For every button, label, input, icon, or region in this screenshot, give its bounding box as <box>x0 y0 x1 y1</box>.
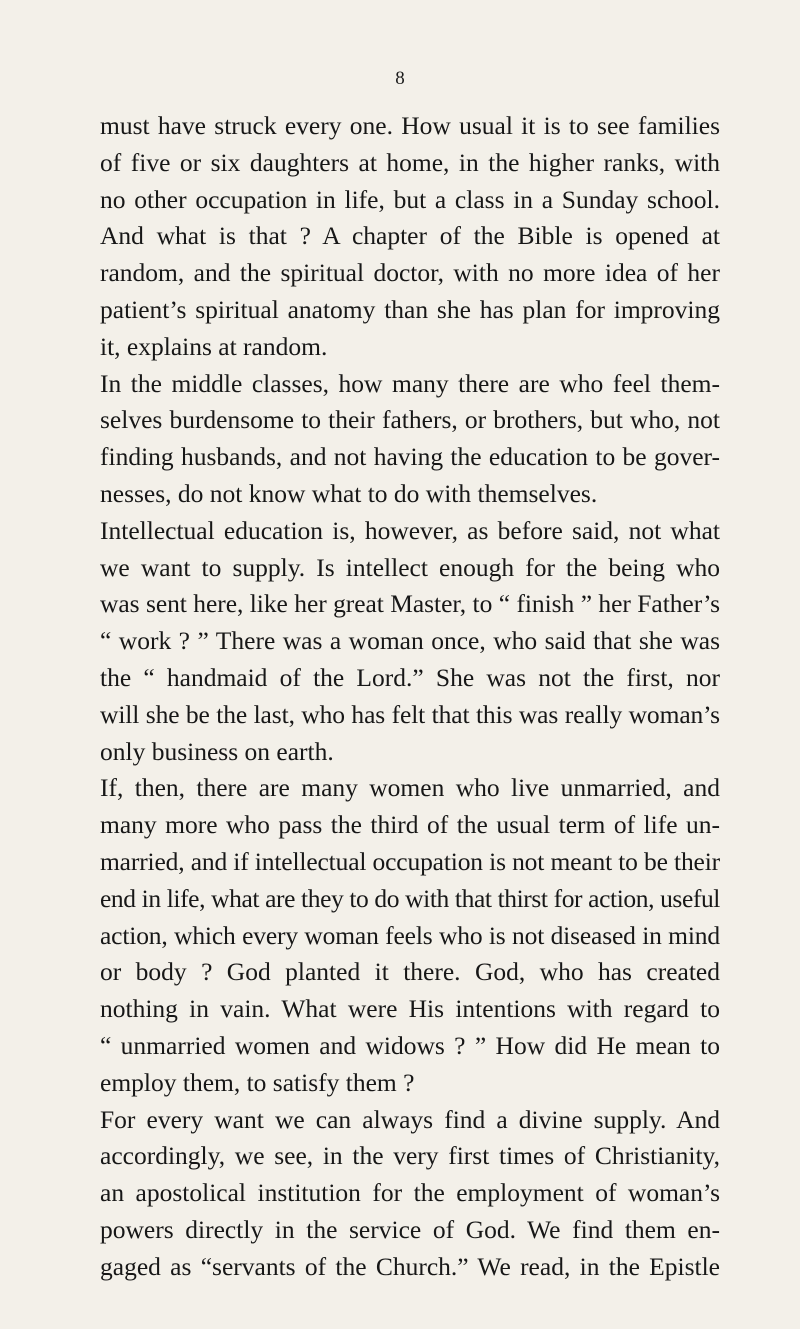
text-line: In the middle classes, how many there are who feel them- <box>100 368 720 398</box>
text-line: patient’s spiritual anatomy than she has plan for improving <box>100 294 720 324</box>
text-line: was sent here, like her great Master, to “ finish ” her Father’s <box>100 589 720 619</box>
text-line: finding husbands, and not having the education to be gover- <box>100 442 720 472</box>
text-line: will she be the last, who has felt that this was really woman’s <box>100 699 720 729</box>
text-line: of five or six daughters at home, in the higher ranks, with <box>100 147 720 177</box>
text-line: “ unmarried women and widows ? ” How did He mean to <box>100 1030 720 1060</box>
text-line: random, and the spiritual doctor, with no more idea of her <box>100 258 720 288</box>
body-text <box>100 108 720 1286</box>
text-line: If, then, there are many women who live unmarried, and <box>100 773 720 803</box>
text-line: we want to supply. Is intellect enough for the being who <box>100 552 720 582</box>
text-line: nothing in vain. What were His intentions with regard to <box>100 994 720 1024</box>
text-line: must have struck every one. How usual it is to see families <box>100 111 720 140</box>
text-line: For every want we can always find a divine supply. And <box>100 1104 720 1134</box>
text-line: action, which every woman feels who is not diseased in mind <box>100 920 720 950</box>
text-line: married, and if intellectual occupation is not meant to be their <box>100 846 720 876</box>
text-line: nesses, do not know what to do with themselves. <box>100 478 598 508</box>
text-line: Intellectual education is, however, as before said, not what <box>100 515 720 545</box>
text-line: accordingly, we see, in the very first times of Christianity, <box>100 1141 720 1171</box>
text-line: gaged as “servants of the Church.” We read, in the Epistle <box>100 1251 720 1281</box>
text-line: no other occupation in life, but a class in a Sunday school. <box>100 184 720 214</box>
text-line: employ them, to satisfy them ? <box>100 1067 415 1097</box>
text-line: “ work ? ” There was a woman once, who said that she was <box>100 626 720 656</box>
text-line: powers directly in the service of God. We find them en- <box>100 1214 720 1244</box>
text-line: or body ? God planted it there. God, who has created <box>100 957 720 987</box>
text-line: And what is that ? A chapter of the Bible is opened at <box>100 221 720 251</box>
text-line: only business on earth. <box>100 736 334 766</box>
text-line: many more who pass the third of the usual term of life un- <box>100 810 720 840</box>
page-number: 8 <box>395 68 405 89</box>
text-line: an apostolical institution for the employment of woman’s <box>100 1178 720 1208</box>
text-line: the “ handmaid of the Lord.” She was not the first, nor <box>100 662 720 692</box>
text-line: selves burdensome to their fathers, or brothers, but who, not <box>100 405 720 435</box>
text-line: end in life, what are they to do with that thirst for action, useful <box>100 883 720 913</box>
text-line: it, explains at random. <box>100 331 328 361</box>
